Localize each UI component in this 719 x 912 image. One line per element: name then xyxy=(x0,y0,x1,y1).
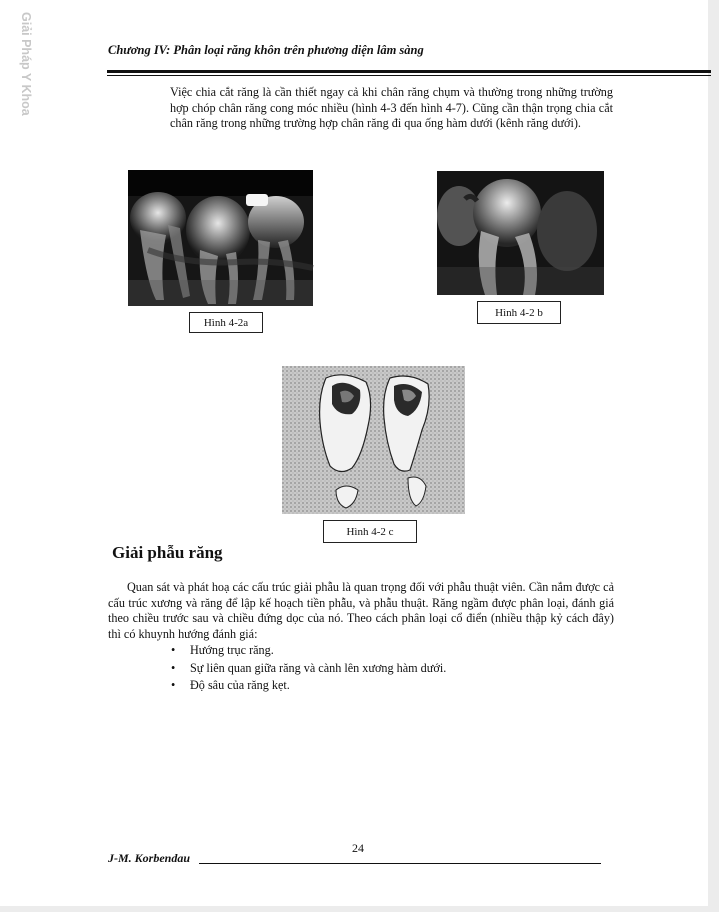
watermark xyxy=(4,8,33,118)
list-item: • Sự liên quan giữa răng và cành lên xương hàm dưới. xyxy=(171,660,446,678)
photo-image-4-2c xyxy=(282,366,465,514)
list-item: • Độ sâu của răng kẹt. xyxy=(171,677,446,695)
figure-caption-4-2c: Hình 4-2 c xyxy=(323,520,417,543)
xray-image-4-2a xyxy=(128,170,313,306)
list-item: • Hướng trục răng. xyxy=(171,642,446,660)
footer-rule xyxy=(199,863,601,864)
bullet-list xyxy=(171,642,446,695)
footer-author: J-M. Korbendau xyxy=(108,851,191,865)
figure-caption-4-2b: Hình 4-2 b xyxy=(477,301,561,324)
figure-caption-4-2a: Hình 4-2a xyxy=(189,312,263,333)
header-rule-thin xyxy=(107,75,711,76)
chapter-header: Chương IV: Phân loại răng khôn trên phương diện lâm sàng xyxy=(108,43,424,57)
header-rule-thick xyxy=(107,70,711,73)
section-paragraph: Quan sát và phát hoạ các cấu trúc giải phẫu là quan trọng đối với phẫu thuật viên. Cần nắm được cả cấu trúc xương và răng để lập kế hoạch tiền phẫu, và phẫu thuật. Răng ngầm được phân loại, đánh giá theo chiều trước sau và chiều đứng dọc của nó. Theo cách phân loại cổ điển (nhiều thập kỷ cách đây) thì có khuynh hướng đánh giá: xyxy=(108,580,614,641)
watermark-text: Giải Pháp Y Khoa xyxy=(19,12,33,116)
intro-paragraph: Việc chia cắt răng là cần thiết ngay cả khi chân răng chụm và thường trong những trường hợp chóp chân răng cong móc nhiều (hình 4-3 đến hình 4-7). Cũng cần thận trọng chia cắt chân răng trong những trường hợp chân răng đi qua ống hàm dưới (kênh răng dưới). xyxy=(170,85,613,130)
page-number: 24 xyxy=(352,841,364,855)
section-heading: Giải phẫu răng xyxy=(112,543,223,562)
xray-image-4-2b xyxy=(437,171,604,295)
